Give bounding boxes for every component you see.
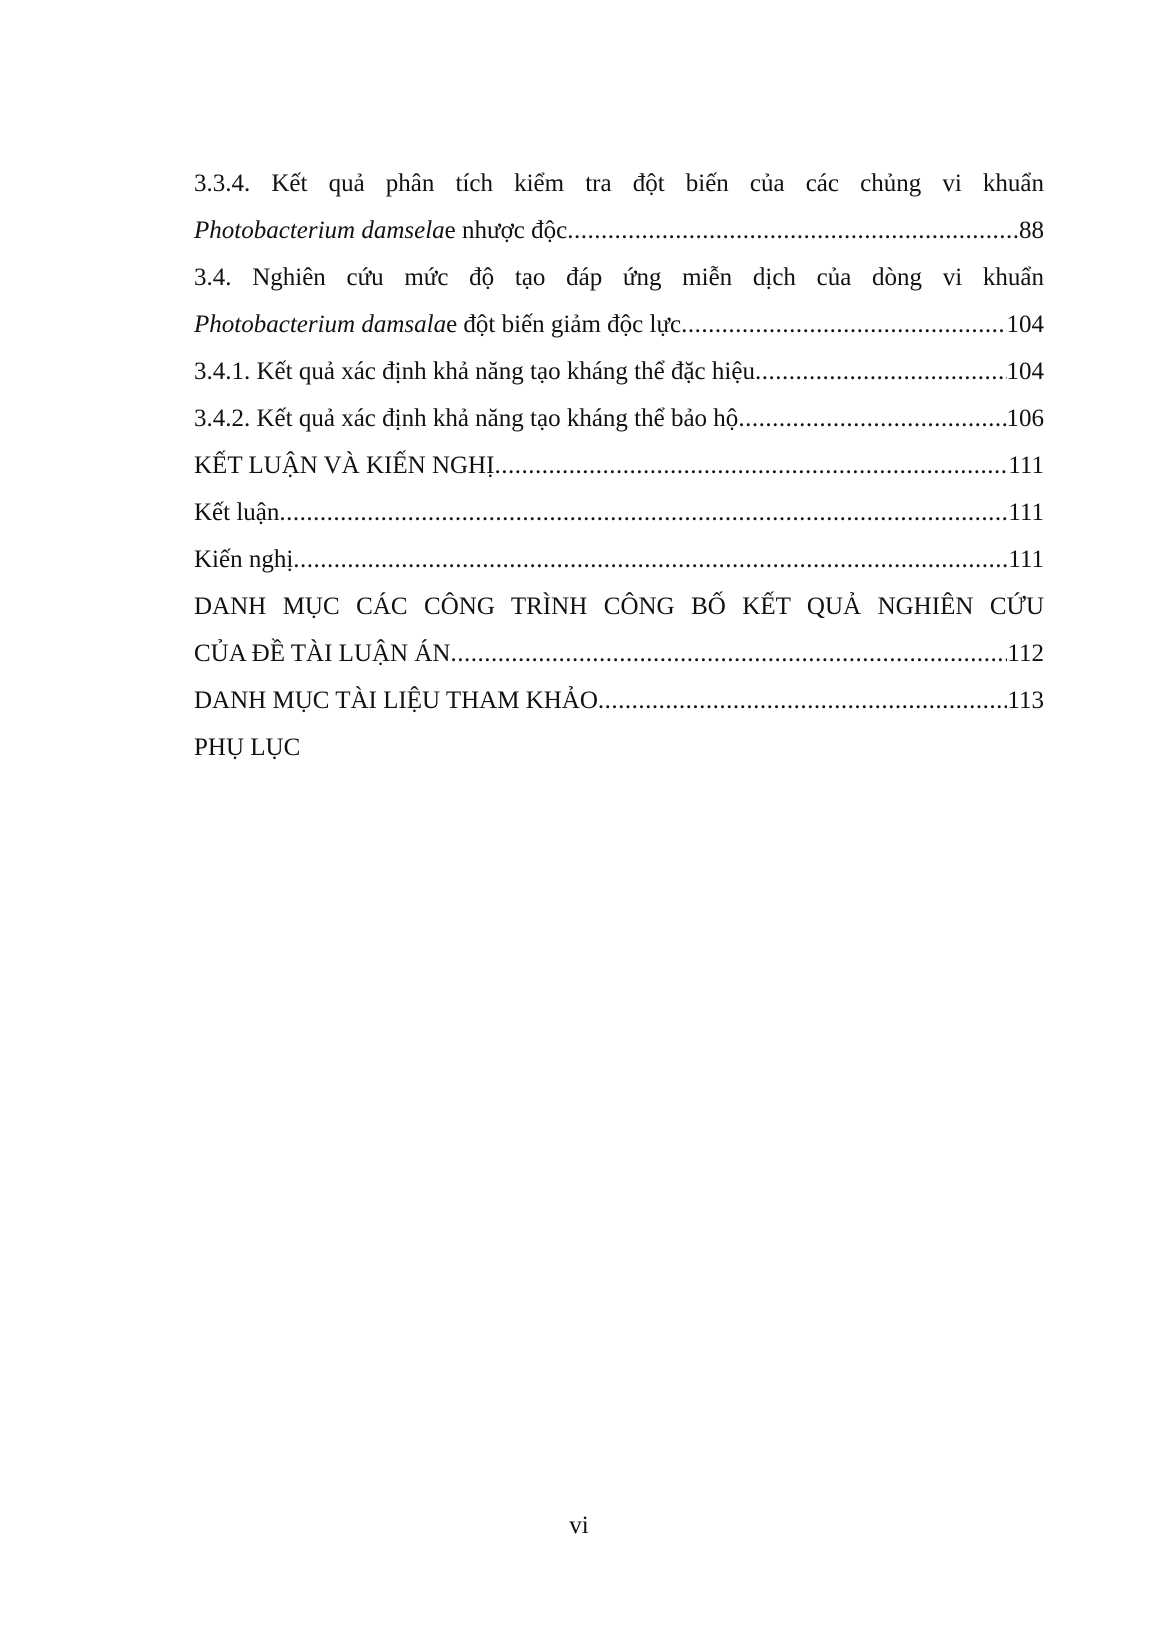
toc-entry-text: 3.4. Nghiên cứu mức độ tạo đáp ứng miễn dịch của dòng vi khuẩn [194, 264, 1044, 291]
toc-entry-phu-luc [194, 724, 1044, 771]
toc-entry-text-rest: e đột biến giảm độc lực [446, 311, 682, 338]
dot-leader [293, 536, 1008, 583]
toc-entry-text: CỦA ĐỀ TÀI LUẬN ÁN [194, 640, 451, 667]
toc-entry-text: PHỤ LỤC [194, 734, 301, 761]
toc-page-number: 111 [1008, 499, 1044, 526]
toc-entry-ket-luan-va-kien-nghi [194, 442, 1044, 489]
toc-entry-3-4-1 [194, 348, 1044, 395]
dot-leader [681, 301, 1006, 348]
toc-entry-text [194, 207, 567, 254]
toc-page-number: 111 [1008, 452, 1044, 479]
toc-entry-text: 3.4.1. Kết quả xác định khả năng tạo kháng thể đặc hiệu [194, 358, 755, 385]
dot-leader [598, 677, 1008, 724]
dot-leader [494, 442, 1008, 489]
species-name-italic: Photobacterium damsela [194, 217, 445, 244]
toc-page-number: 106 [1006, 405, 1044, 432]
species-name-italic: Photobacterium damsala [194, 311, 447, 338]
toc-entry-3-4-line-2 [194, 301, 1044, 348]
toc-page-number: 104 [1006, 358, 1044, 385]
toc-entry-danh-muc-cong-trinh-line-2 [194, 630, 1044, 677]
toc-page-number: 104 [1006, 311, 1044, 338]
toc-page-number: 112 [1007, 640, 1044, 667]
toc-entry-text: 3.4.2. Kết quả xác định khả năng tạo kháng thể bảo hộ [194, 405, 739, 432]
dot-leader [450, 630, 1007, 677]
toc-entry-3-3-4-line-1 [194, 160, 1044, 207]
toc-entry-text [194, 301, 681, 348]
toc-entry-text: 3.3.4. Kết quả phân tích kiểm tra đột biến của các chủng vi khuẩn [194, 170, 1044, 197]
toc-entry-kien-nghi [194, 536, 1044, 583]
dot-leader [738, 395, 1006, 442]
toc-entry-3-4-line-1 [194, 254, 1044, 301]
toc-page-number: 88 [1019, 217, 1044, 244]
dot-leader [279, 489, 1008, 536]
page-number: vi [569, 1512, 589, 1539]
dot-leader [755, 348, 1007, 395]
table-of-contents [194, 160, 1044, 771]
toc-entry-ket-luan [194, 489, 1044, 536]
toc-page-number: 111 [1008, 546, 1044, 573]
toc-entry-text-rest: e nhược độc [444, 217, 568, 244]
toc-entry-tai-lieu-tham-khao [194, 677, 1044, 724]
toc-entry-text: Kiến nghị [194, 546, 294, 573]
toc-entry-3-3-4-line-2 [194, 207, 1044, 254]
toc-entry-text: KẾT LUẬN VÀ KIẾN NGHỊ [194, 452, 495, 479]
toc-entry-3-4-2 [194, 395, 1044, 442]
toc-entry-text: DANH MỤC TÀI LIỆU THAM KHẢO [194, 687, 598, 714]
toc-entry-text: DANH MỤC CÁC CÔNG TRÌNH CÔNG BỐ KẾT QUẢ NGHIÊN CỨU [194, 593, 1044, 620]
toc-entry-danh-muc-cong-trinh-line-1 [194, 583, 1044, 630]
toc-entry-text: Kết luận [194, 499, 280, 526]
toc-page-number: 113 [1007, 687, 1044, 714]
dot-leader [567, 207, 1019, 254]
